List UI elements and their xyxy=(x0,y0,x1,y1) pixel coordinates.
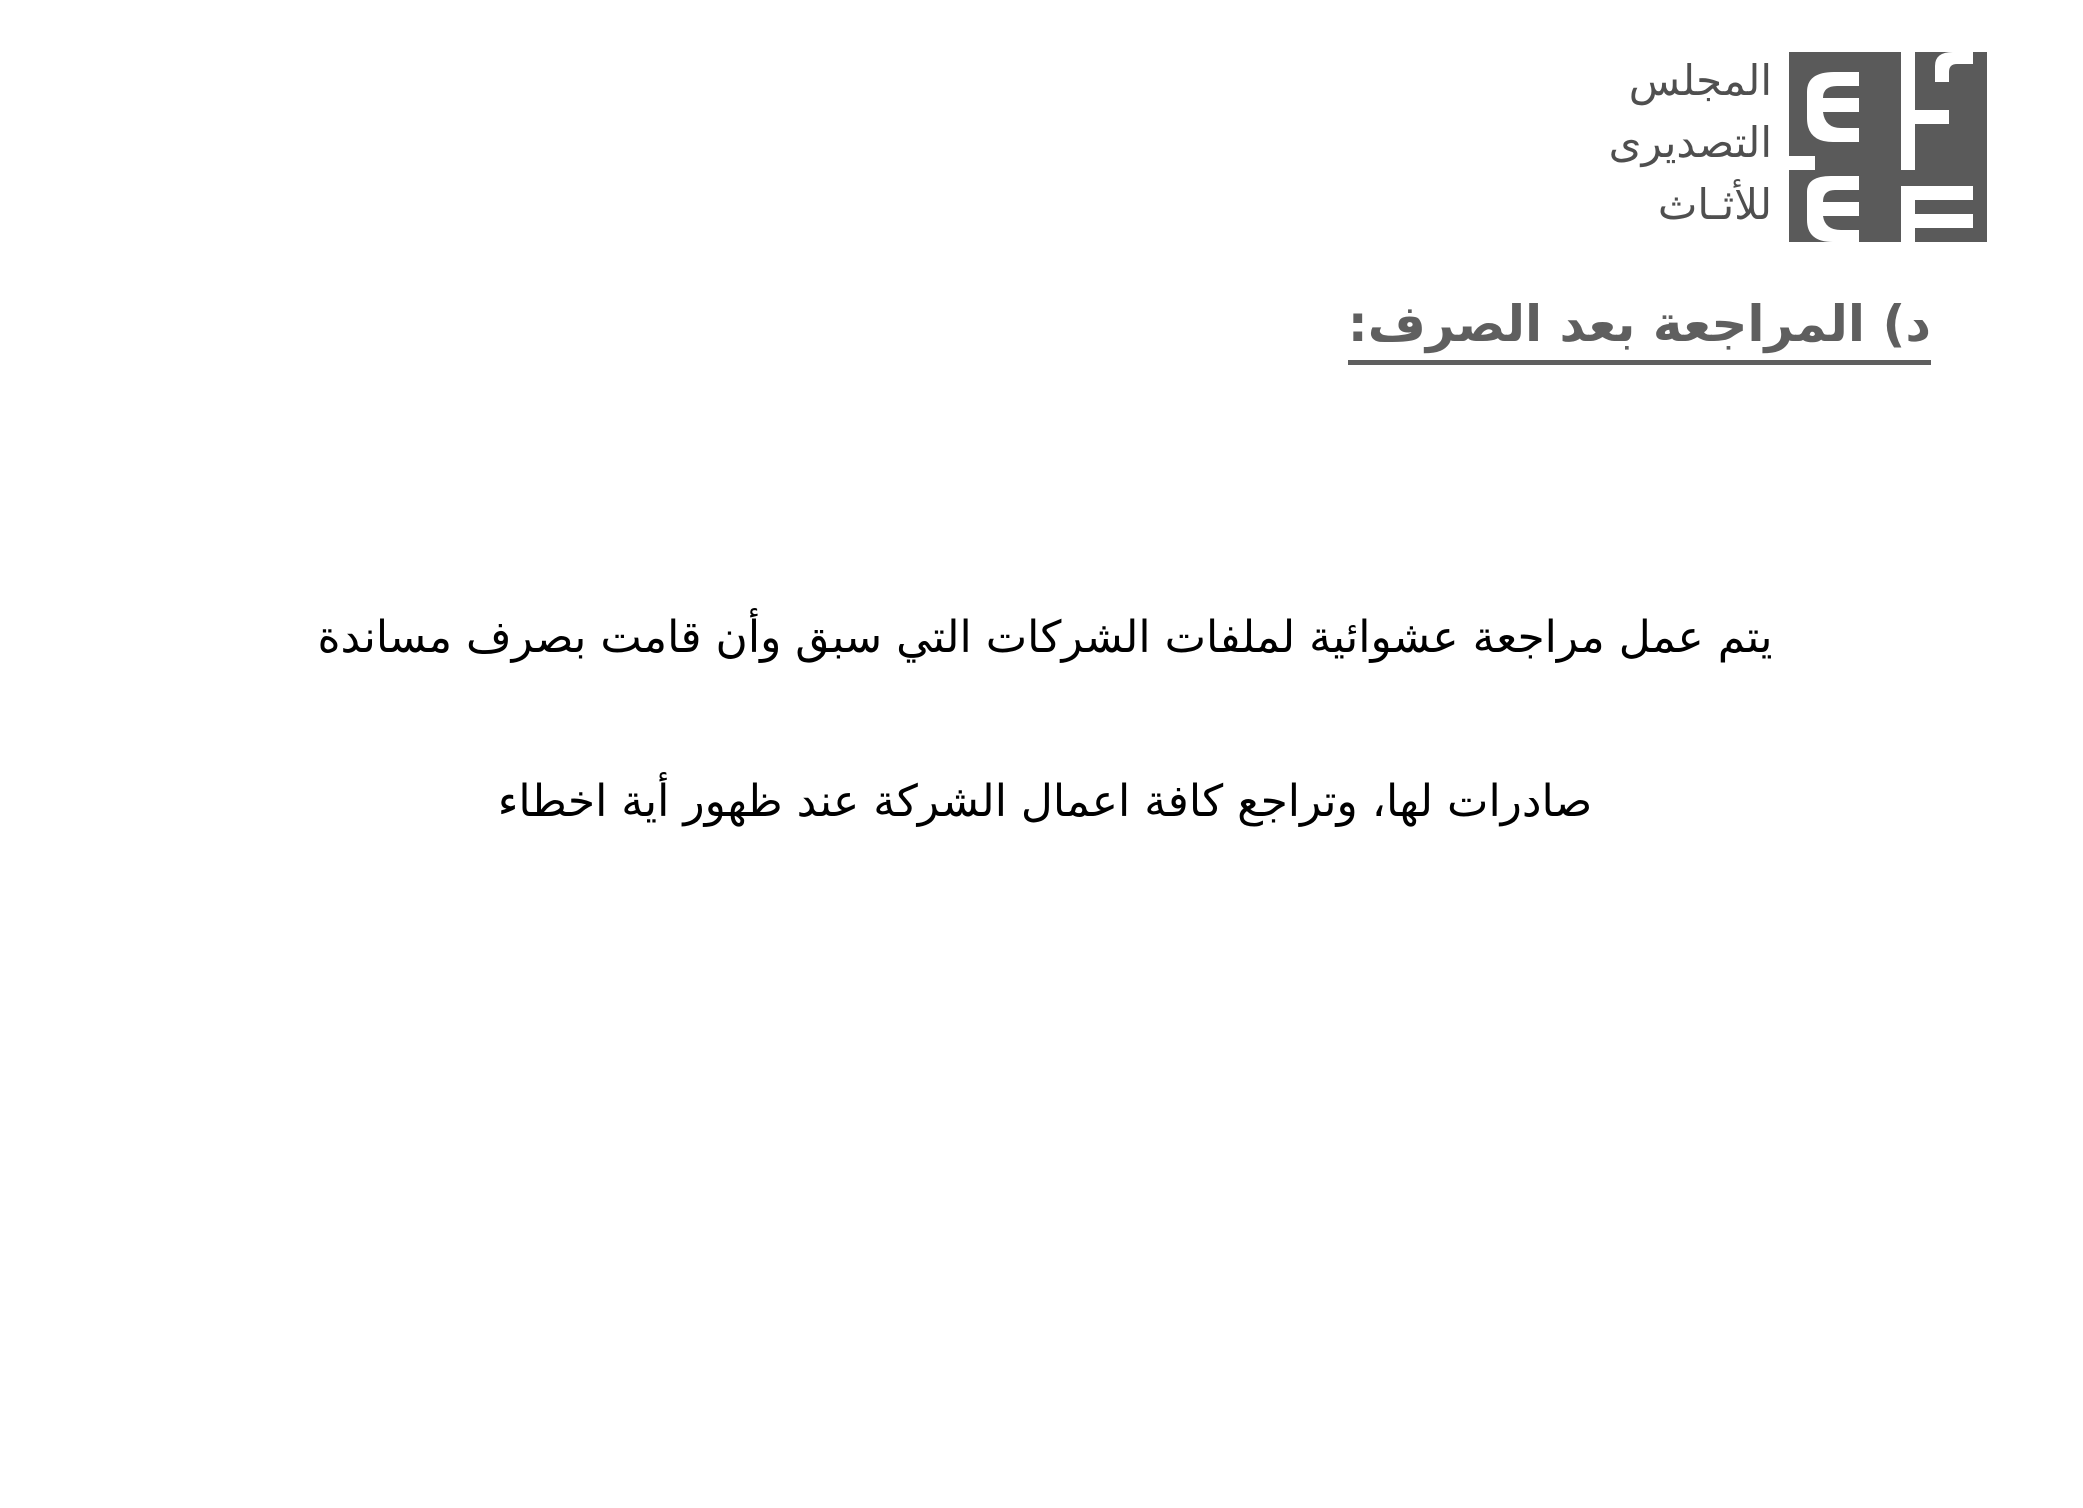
logo-line-3: للأثـاث xyxy=(1657,180,1772,229)
logo-line-2: التصديرى xyxy=(1608,118,1772,167)
slide-title: د) المراجعة بعد الصرف: xyxy=(1348,288,1931,365)
logo-wordmark xyxy=(1532,50,1772,236)
body-text-line-1: يتم عمل مراجعة عشوائية لملفات الشركات التي سبق وأن قامت بصرف مساندة xyxy=(317,612,1773,663)
logo-line-1: المجلس xyxy=(1628,56,1772,105)
logo-mark-icon xyxy=(1789,52,1987,242)
logo xyxy=(1535,50,1987,245)
body-text-line-2: صادرات لها، وتراجع كافة اعمال الشركة عند ظهور أية اخطاء xyxy=(497,776,1593,827)
